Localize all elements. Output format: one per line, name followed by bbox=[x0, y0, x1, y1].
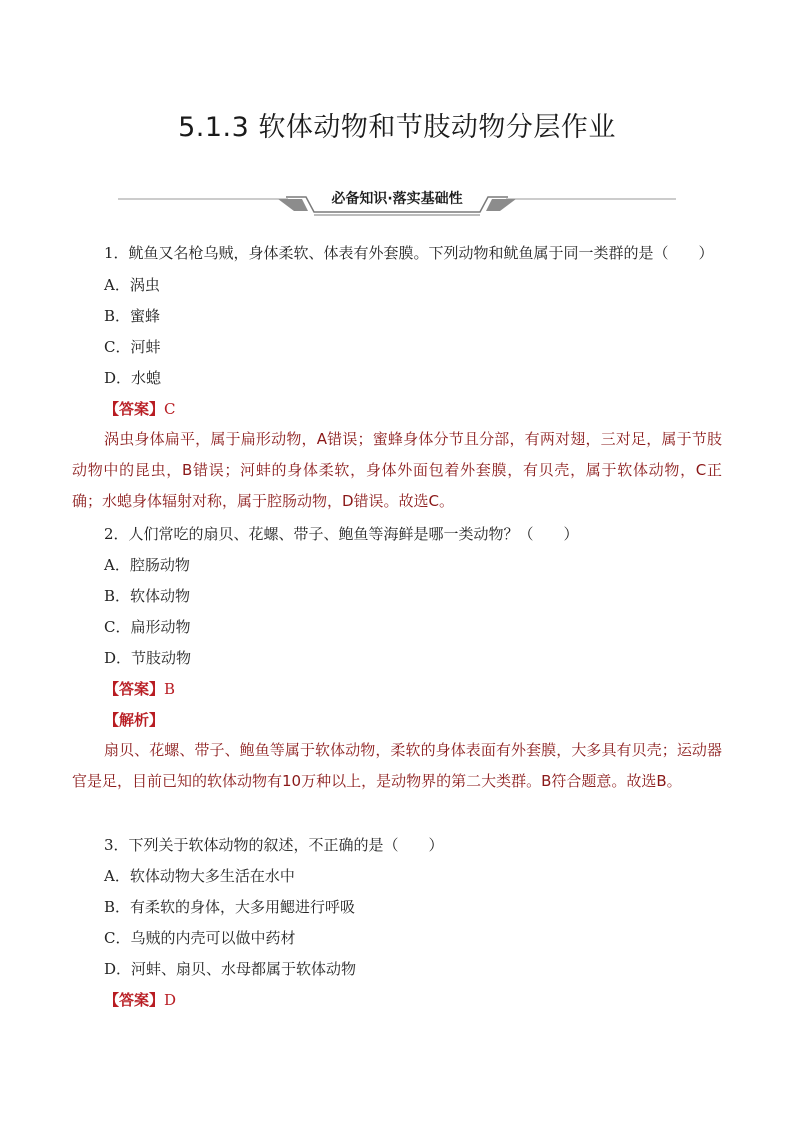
question-2-option-a: A．腔肠动物 bbox=[104, 556, 190, 574]
answer-label: 【答案】 bbox=[104, 991, 165, 1009]
question-1-option-c: C．河蚌 bbox=[104, 338, 161, 356]
question-1-stem: 1．鱿鱼又名枪乌贼，身体柔软、体表有外套膜。下列动物和鱿鱼属于同一类群的是（ ） bbox=[104, 244, 714, 262]
answer-value: D bbox=[164, 991, 177, 1009]
question-2-analysis-label bbox=[104, 710, 164, 730]
answer-label: 【答案】 bbox=[104, 680, 165, 698]
question-2-option-c: C．扁形动物 bbox=[104, 618, 191, 636]
question-2-option-b: B．软体动物 bbox=[104, 587, 191, 605]
question-3-option-a: A．软体动物大多生活在水中 bbox=[104, 867, 295, 885]
question-1-option-d: D．水螅 bbox=[104, 369, 162, 387]
question-2-option-d: D．节肢动物 bbox=[104, 649, 192, 667]
question-3-option-c: C．乌贼的内壳可以做中药材 bbox=[104, 929, 296, 947]
answer-value: B bbox=[164, 680, 176, 698]
question-2-explanation: 扇贝、花螺、带子、鲍鱼等属于软体动物，柔软的身体表面有外套膜，大多具有贝壳；运动器官是足，目前已知的软体动物有10万种以上，是动物界的第二大类群。B符合题意。故选B。 bbox=[72, 741, 722, 790]
banner-label: 必备知识·落实基础性 bbox=[331, 191, 463, 207]
page-title: 5.1.3 软体动物和节肢动物分层作业 bbox=[178, 112, 616, 143]
question-1-explanation: 涡虫身体扁平，属于扁形动物，A错误；蜜蜂身体分节且分部，有两对翅，三对足，属于节肢动物中的昆虫，B错误；河蚌的身体柔软，身体外面包着外套膜，有贝壳，属于软体动物，C正确；水螅身体辐射对称，属于腔肠动物，D错误。故选C。 bbox=[72, 430, 722, 510]
section-banner bbox=[118, 184, 676, 216]
answer-value: C bbox=[164, 400, 176, 418]
question-3-stem: 3．下列关于软体动物的叙述，不正确的是（ ） bbox=[104, 836, 444, 854]
question-1-option-b: B．蜜蜂 bbox=[104, 307, 161, 325]
question-2-stem: 2．人们常吃的扇贝、花螺、带子、鲍鱼等海鲜是哪一类动物？（ ） bbox=[104, 525, 579, 543]
question-1-answer bbox=[104, 399, 176, 419]
question-3-option-d: D．河蚌、扇贝、水母都属于软体动物 bbox=[104, 960, 357, 978]
question-1-option-a: A．涡虫 bbox=[104, 276, 160, 294]
analysis-label: 【解析】 bbox=[104, 711, 165, 729]
answer-label: 【答案】 bbox=[104, 400, 165, 418]
question-3-answer bbox=[104, 990, 176, 1010]
question-3-option-b: B．有柔软的身体，大多用鳃进行呼吸 bbox=[104, 898, 356, 916]
question-2-answer bbox=[104, 679, 175, 699]
